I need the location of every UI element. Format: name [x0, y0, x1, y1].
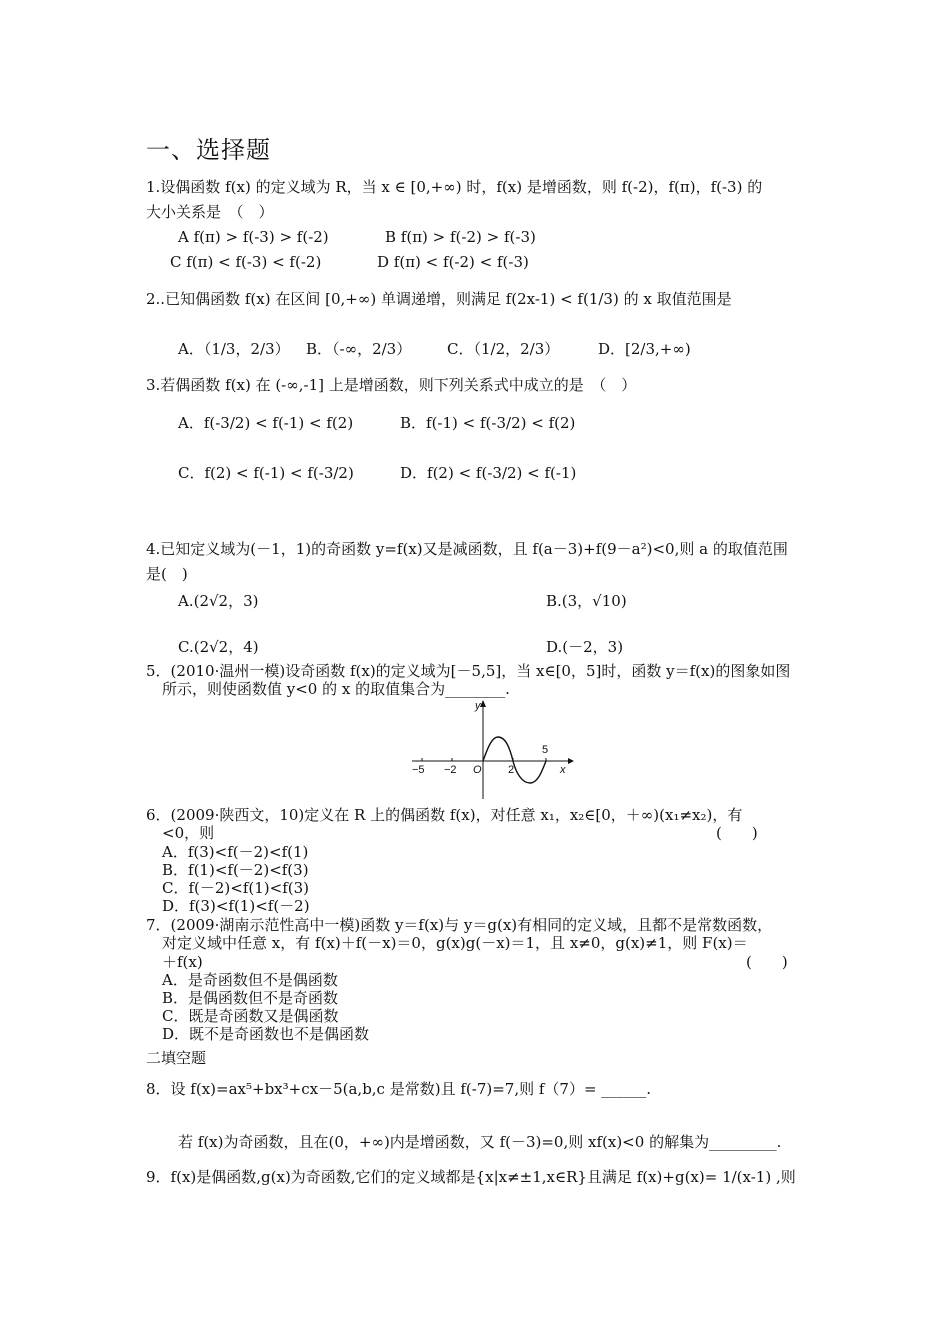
q6-stem-line1: 6．(2009·陕西文，10)定义在 R 上的偶函数 f(x)，对任意 x₁，x₂∈[0，＋∞)(x₁≠x₂)，有	[146, 806, 743, 824]
q1-option-b: B f(π) > f(-2) > f(-3)	[385, 228, 536, 246]
q9-stem: 9．f(x)是偶函数,g(x)为奇函数,它们的定义域都是{x|x≠±1,x∈R}且满足 f(x)+g(x)= 1/(x-1) ,则	[146, 1168, 796, 1186]
q6-option-c: C．f(－2)<f(1)<f(3)	[162, 879, 310, 897]
function-graph	[408, 697, 576, 803]
q3-option-a: A．f(-3/2) < f(-1) < f(2)	[178, 414, 354, 432]
q1-option-d: D f(π) < f(-2) < f(-3)	[377, 253, 529, 271]
q7-option-c: C．既是奇函数又是偶函数	[162, 1007, 339, 1025]
q7-stem-line1: 7．(2009·湖南示范性高中一模)函数 y＝f(x)与 y＝g(x)有相同的定义域，且都不是常数函数，	[146, 916, 773, 934]
curve	[483, 737, 549, 783]
q5-stem-line2: 所示，则使函数值 y<0 的 x 的取值集合为________.	[162, 680, 510, 698]
q4-stem-line1: 4.已知定义域为(－1，1)的奇函数 y=f(x)又是减函数，且 f(a－3)+f(9－a²)<0,则 a 的取值范围	[146, 540, 788, 558]
tick-label-2: 2	[508, 764, 515, 776]
q3-option-d: D．f(2) < f(-3/2) < f(-1)	[400, 464, 577, 482]
x-axis-arrow	[568, 758, 574, 764]
q2-option-a: A．（1/3，2/3）	[178, 340, 290, 358]
q1-stem-line1: 1.设偶函数 f(x) 的定义域为 R，当 x ∈ [0,+∞) 时，f(x) 是增函数，则 f(-2)，f(π)，f(-3) 的	[146, 178, 763, 196]
tick-label-neg2: −2	[444, 764, 457, 776]
q6-answer-paren: ( )	[716, 824, 758, 842]
q8-extra: 若 f(x)为奇函数，且在(0，+∞)内是增函数，又 f(－3)=0,则 xf(x)<0 的解集为_________.	[178, 1133, 782, 1151]
q3-stem: 3.若偶函数 f(x) 在 (-∞,-1] 上是增函数，则下列关系式中成立的是 （ ）	[146, 376, 637, 394]
q2-option-d: D．[2/3,+∞)	[598, 340, 691, 358]
q2-stem: 2..已知偶函数 f(x) 在区间 [0,+∞) 单调递增，则满足 f(2x-1) < f(1/3) 的 x 取值范围是	[146, 290, 732, 308]
q3-option-b: B．f(-1) < f(-3/2) < f(2)	[400, 414, 576, 432]
q7-answer-paren: ( )	[746, 953, 788, 971]
section2-title: 二填空题	[146, 1049, 207, 1067]
q7-stem-line3: ＋f(x)	[162, 953, 203, 971]
q6-option-b: B．f(1)<f(－2)<f(3)	[162, 861, 309, 879]
x-label: x	[560, 764, 566, 776]
q4-option-b: B.(3，√10)	[546, 592, 627, 610]
q4-stem-line2: 是( )	[146, 565, 188, 583]
q7-stem-line2: 对定义域中任意 x，有 f(x)＋f(－x)＝0，g(x)g(－x)＝1，且 x≠0，g(x)≠1，则 F(x)＝	[162, 934, 748, 952]
q1-option-a: A f(π) > f(-3) > f(-2)	[178, 228, 329, 246]
q7-option-b: B．是偶函数但不是奇函数	[162, 989, 339, 1007]
q4-option-d: D.(－2，3)	[546, 638, 624, 656]
y-label: y	[475, 700, 481, 712]
q4-option-a: A.(2√2，3)	[178, 592, 259, 610]
origin-label: O	[473, 764, 482, 776]
q4-option-c: C.(2√2，4)	[178, 638, 259, 656]
q1-stem-line2: 大小关系是 （ ）	[146, 203, 274, 221]
y-axis-arrow	[480, 700, 486, 707]
tick-label-5: 5	[542, 744, 549, 756]
q6-stem-line2: <0，则	[162, 824, 215, 842]
q2-option-c: C．（1/2，2/3）	[447, 340, 560, 358]
q6-option-d: D．f(3)<f(1)<f(－2)	[162, 897, 310, 915]
q2-option-b: B．（-∞，2/3）	[306, 340, 412, 358]
q1-option-c: C f(π) < f(-3) < f(-2)	[170, 253, 322, 271]
tick-label-neg5: −5	[412, 764, 425, 776]
q7-option-a: A．是奇函数但不是偶函数	[162, 971, 338, 989]
q7-option-d: D．既不是奇函数也不是偶函数	[162, 1025, 370, 1043]
section-title: 一、选择题	[146, 136, 271, 164]
q3-option-c: C．f(2) < f(-1) < f(-3/2)	[178, 464, 354, 482]
q5-stem-line1: 5．(2010·温州一模)设奇函数 f(x)的定义域为[－5,5]，当 x∈[0，5]时，函数 y＝f(x)的图象如图	[146, 662, 791, 680]
q8-stem: 8．设 f(x)=ax⁵+bx³+cx－5(a,b,c 是常数)且 f(-7)=7,则 f（7）= ______.	[146, 1080, 652, 1098]
q6-option-a: A．f(3)<f(－2)<f(1)	[162, 843, 309, 861]
